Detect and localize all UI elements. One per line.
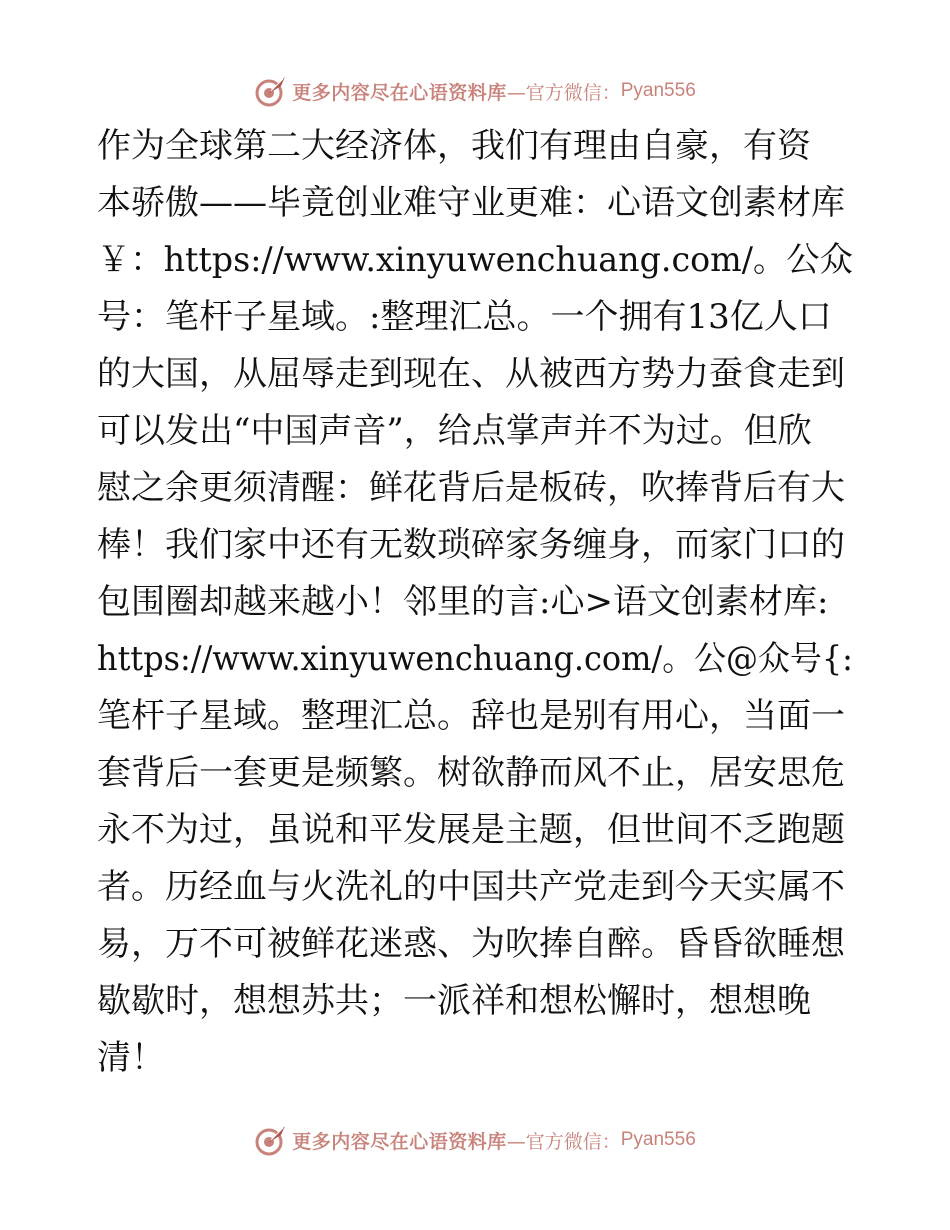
quill-logo-icon <box>254 74 288 108</box>
text-line: 者。历经血与火洗礼的中国共产党走到今天实属不 <box>97 867 845 907</box>
text-line: 包围圈却越来越小！邻里的言:心>语文创素材库: <box>97 582 829 622</box>
quill-logo-icon <box>254 1123 288 1157</box>
text-line: 套背后一套更是频繁。树欲静而风不止，居安思危 <box>97 753 845 793</box>
watermark-wechat-id: Pyan556 <box>620 80 696 101</box>
text-line: ￥：https://www.xinyuwenchuang.com/。公众 <box>97 240 853 280</box>
watermark-main-text: 更多内容尽在心语资料库 <box>292 1130 507 1153</box>
text-line: 笔杆子星域。整理汇总。辞也是别有用心，当面一 <box>97 696 845 736</box>
watermark-sub-text: —官方微信： <box>506 81 621 104</box>
text-line: 的大国，从屈辱走到现在、从被西方势力蚕食走到 <box>97 354 845 394</box>
watermark-sub-text: —官方微信： <box>506 1130 621 1153</box>
text-line: 可以发出“中国声音”，给点掌声并不为过。但欣 <box>97 411 812 451</box>
watermark-footer <box>0 1120 950 1160</box>
text-line: https://www.xinyuwenchuang.com/。公@众号{: <box>97 639 853 679</box>
text-line: 永不为过，虽说和平发展是主题，但世间不乏跑题 <box>97 810 845 850</box>
text-line: 号：笔杆子星域。:整理汇总。一个拥有13亿人口 <box>97 297 832 337</box>
text-line: 慰之余更须清醒：鲜花背后是板砖，吹捧背后有大 <box>97 468 845 508</box>
text-line: 清！ <box>97 1038 165 1078</box>
text-line: 作为全球第二大经济体，我们有理由自豪，有资 <box>97 126 811 166</box>
text-line: 易，万不可被鲜花迷惑、为吹捧自醉。昏昏欲睡想 <box>97 924 845 964</box>
text-line: 歇歇时，想想苏共；一派祥和想松懈时，想想晚 <box>97 981 811 1021</box>
watermark-header <box>0 71 950 111</box>
document-body <box>97 118 853 1087</box>
watermark-wechat-id: Pyan556 <box>620 1129 696 1150</box>
text-line: 本骄傲——毕竟创业难守业更难：心语文创素材库 <box>97 183 845 223</box>
watermark-main-text: 更多内容尽在心语资料库 <box>292 81 507 104</box>
text-line: 棒！我们家中还有无数琐碎家务缠身，而家门口的 <box>97 525 845 565</box>
